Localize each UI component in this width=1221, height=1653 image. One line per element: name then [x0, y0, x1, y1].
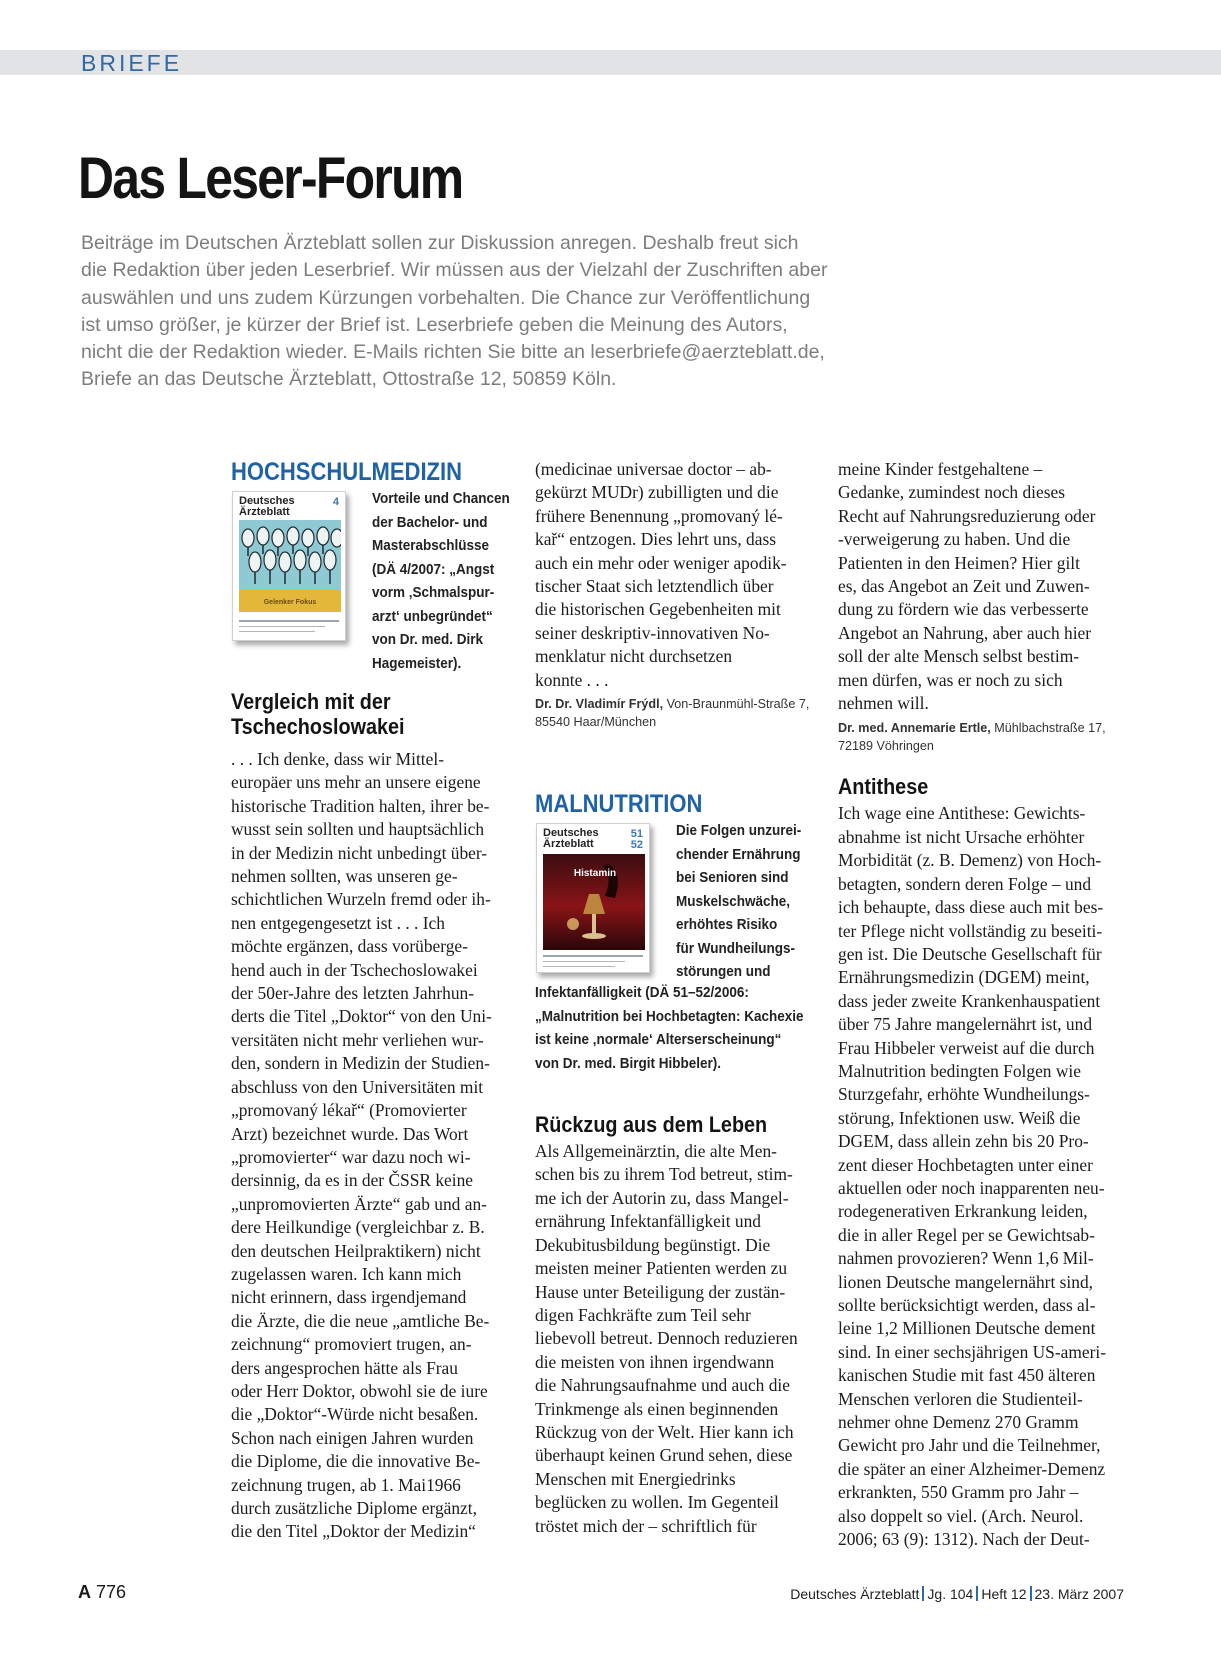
signature [838, 719, 1138, 755]
body-line: „promovaný lékař“ (Promovierter [231, 1100, 467, 1121]
signature-line [838, 719, 1138, 737]
body-line: „promovierter“ war dazu noch wi- [231, 1146, 471, 1167]
cover-artwork [239, 520, 341, 612]
body-line: „unpromovierten Ärzte“ gab und an- [231, 1193, 487, 1214]
body-line: historische Tradition halten, ihrer be- [231, 795, 490, 816]
page-number-value: 776 [96, 1582, 127, 1602]
body-line: ich behaupte, dass diese auch mit bes- [838, 897, 1104, 918]
body-line: versitäten nicht mehr verliehen wur- [231, 1029, 484, 1050]
body-line: Patienten in den Heimen? Hier gilt [838, 552, 1080, 573]
body-line: soll der alte Mensch selbst bestim- [838, 646, 1080, 667]
body-line: Sturzgefahr, erhöhte Wundheilungs- [838, 1084, 1090, 1105]
body-line: Morbidität (z. B. Demenz) von Hoch- [838, 850, 1102, 871]
body-line: tröstet mich der – schriftlich für [535, 1515, 757, 1536]
letter-continued [838, 458, 1138, 715]
body-line: den, sondern in Medizin der Studien- [231, 1053, 490, 1074]
teaser-block [231, 486, 516, 686]
body-line: -verweigerung zu haben. Und die [838, 529, 1071, 550]
teaser-line: bei Senioren sind [676, 869, 789, 887]
section-label: BRIEFE [81, 50, 183, 76]
body-line: zugelassen waren. Ich kann mich [231, 1263, 462, 1284]
body-line: gen ist. Die Deutsche Gesellschaft für [838, 943, 1102, 964]
teaser-text [372, 487, 525, 675]
body-line: abschluss von den Universitäten mit [231, 1076, 484, 1097]
teaser-line: (DÄ 4/2007: „Angst [372, 560, 495, 578]
body-line: Trinkmenge als einen beginnenden [535, 1398, 779, 1419]
body-line: meisten meiner Patienten werden zu [535, 1258, 788, 1279]
body-line: Menschen mit Energiedrinks [535, 1468, 736, 1489]
body-line: abnahme ist nicht Ursache erhöhter [838, 826, 1085, 847]
cover-divider [239, 620, 339, 622]
body-line: digen Fachkräfte zum Teil sehr [535, 1304, 751, 1325]
body-line: auch ein mehr oder weniger apodik- [535, 552, 787, 573]
divider [922, 1586, 924, 1601]
body-line: ernährung Infektanfälligkeit und [535, 1211, 761, 1232]
body-line: tischer Staat sich letztendlich über [535, 576, 774, 597]
body-line: zent dieser Hochbetagten unter einer [838, 1154, 1093, 1175]
body-line: liebevoll betreut. Dennoch reduzieren [535, 1328, 798, 1349]
teaser-line: chender Ernährung [676, 845, 801, 863]
cover-masthead: Deutsches Ärzteblatt [239, 495, 295, 518]
letter-body [231, 748, 516, 1544]
body-line: in der Medizin nicht unbedingt über- [231, 842, 488, 863]
body-line: seiner deskriptiv-innovativen No- [535, 622, 770, 643]
body-line: ter Pflege nicht vollständig zu beseiti- [838, 920, 1103, 941]
body-line: zeichnung“ promoviert trugen, an- [231, 1334, 472, 1355]
intro-line: ist umso größer, je kürzer der Brief ist. Leserbriefe geben die Meinung des Autors, [81, 313, 788, 336]
divider [1030, 1586, 1032, 1601]
body-line: Malnutrition bedingten Folgen wie [838, 1060, 1081, 1081]
body-line: über 75 Jahre mangelernährt ist, und [838, 1014, 1093, 1035]
letter-headline [231, 689, 516, 739]
cover-caption: Histamin [573, 868, 617, 880]
body-line: schichtlichen Wurzeln fremd oder ih- [231, 889, 491, 910]
teaser-line: Masterabschlüsse [372, 537, 490, 554]
body-line: konnte . . . [535, 669, 609, 690]
body-line: nahmen provozieren? Wenn 1,6 Mil- [838, 1248, 1094, 1269]
teaser-line: arzt‘ unbegründet“ [372, 607, 493, 625]
teaser-line: störungen und [676, 963, 771, 981]
signature-address: Mühlbachstraße 17, [990, 721, 1106, 736]
body-line: ders angesprochen hätte als Frau [231, 1357, 458, 1378]
issue: Heft 12 [981, 1586, 1027, 1602]
section-band [0, 50, 1221, 75]
body-line: europäer uns mehr an unsere eigene [231, 772, 481, 793]
rubric-hochschulmedizin: HOCHSCHULMEDIZIN [231, 458, 462, 486]
body-line: schen bis zu ihrem Tod betreut, stim- [535, 1164, 793, 1185]
teaser-line: „Malnutrition bei Hochbetagten: Kachexie [535, 1007, 804, 1025]
teaser-line: Hagemeister). [372, 654, 462, 672]
body-line: frühere Benennung „promovaný lé- [535, 505, 783, 526]
cover-caption: Gelenker Fokus [263, 599, 317, 606]
column-1 [231, 458, 516, 1544]
headline-line: Tschechoslowakei [231, 714, 405, 739]
publication-date: 23. März 2007 [1034, 1586, 1124, 1602]
body-line: leine 1,2 Millionen Deutsche dement [838, 1318, 1096, 1339]
body-line: Rückzug von der Welt. Hier kann ich [535, 1421, 794, 1442]
cover-divider [543, 966, 615, 967]
body-line: dere Heilkundige (vergleichbar z. B. [231, 1217, 485, 1238]
cover-divider [239, 631, 315, 632]
body-line: dass jeder zweite Krankenhauspatient [838, 990, 1101, 1011]
body-line: die später an einer Alzheimer-Demenz [838, 1458, 1106, 1479]
body-line: (medicinae universae doctor – ab- [535, 459, 772, 479]
body-line: men dürfen, was er noch zu sich [838, 669, 1063, 690]
body-line: beglücken zu wollen. Im Gegenteil [535, 1492, 779, 1513]
body-line: die in aller Regel per se Gewichtsab- [838, 1224, 1095, 1245]
body-line: Gedanke, zumindest noch dieses [838, 482, 1065, 503]
teaser-line: erhöhtes Risiko [676, 916, 778, 934]
signature-address: 72189 Vöhringen [838, 739, 934, 754]
body-line: die historischen Gegebenheiten mit [535, 599, 781, 620]
body-line: aktuellen oder noch inapparenten neu- [838, 1177, 1105, 1198]
body-line: Menschen verloren die Studienteil- [838, 1388, 1083, 1409]
body-line: rodegenerativen Erkrankung leiden, [838, 1201, 1088, 1222]
body-line: Als Allgemeinärztin, die alte Men- [535, 1141, 777, 1162]
publication-info [790, 1586, 1124, 1602]
body-line: derts die Titel „Doktor“ von den Uni- [231, 1006, 492, 1027]
body-line: die meisten von ihnen irgendwann [535, 1351, 775, 1372]
body-line: kanischen Studie mit fast 450 älteren [838, 1365, 1096, 1386]
body-line: Hause unter Beteiligung der zustän- [535, 1281, 786, 1302]
body-line: also doppelt so viel. (Arch. Neurol. [838, 1505, 1084, 1526]
teaser-line: ist keine ‚normale‘ Alterserscheinung“ [535, 1031, 782, 1049]
page-prefix: A [78, 1582, 91, 1602]
column-2 [535, 458, 825, 1538]
teaser-line: der Bachelor- und [372, 513, 488, 531]
letter-body [535, 1140, 825, 1538]
letter-body [838, 802, 1138, 1551]
body-line: me ich der Autorin zu, dass Mangel- [535, 1187, 789, 1208]
headline-line: Vergleich mit der [231, 689, 391, 714]
volume: Jg. 104 [927, 1586, 974, 1602]
intro-text [81, 230, 981, 394]
signature-name: Dr. Dr. Vladimír Frýdl, [535, 697, 664, 712]
body-line: es, das Angebot an Zeit und Zuwen- [838, 576, 1090, 597]
body-line: wusst sein sollten und hauptsächlich [231, 819, 485, 840]
letter-continued [535, 458, 825, 692]
body-line: die Nahrungsaufnahme und auch die [535, 1375, 790, 1396]
journal-name: Deutsches Ärzteblatt [790, 1586, 920, 1602]
body-line: sind. In einer sechsjährigen US-ameri- [838, 1341, 1107, 1362]
body-line: Schon nach einigen Jahren wurden [231, 1427, 474, 1448]
cover-divider [239, 626, 325, 627]
body-line: Gewicht pro Jahr und die Teilnehmer, [838, 1435, 1101, 1456]
teaser-line: Vorteile und Chancen [372, 490, 510, 507]
rubric-malnutrition: MALNUTRITION [535, 790, 703, 819]
body-line: meine Kinder festgehaltene – [838, 459, 1043, 479]
letter-headline: Antithese [838, 774, 929, 800]
body-line: erkrankten, 550 Gramm pro Jahr – [838, 1482, 1079, 1503]
page-number [78, 1582, 126, 1603]
body-line: den deutschen Heilpraktikern) nicht [231, 1240, 481, 1261]
body-line: hend auch in der Tschechoslowakei [231, 959, 478, 980]
body-line: dersinnig, da es in der ČSSR keine [231, 1170, 473, 1191]
body-line: lionen Deutsche mangelernährt sind, [838, 1271, 1093, 1292]
body-line: überhaupt keinen Grund sehen, diese [535, 1445, 793, 1466]
letter-headline: Rückzug aus dem Leben [535, 1112, 768, 1138]
body-line: Ernährungsmedizin (DGEM) meint, [838, 967, 1090, 988]
body-line: störung, Infektionen usw. Weiß die [838, 1107, 1081, 1128]
body-line: die Diplome, die die innovative Be- [231, 1451, 481, 1472]
signature-line [535, 695, 825, 713]
cover-artwork [543, 854, 645, 950]
body-line: zeichnung trugen, ab 1. Mai1966 [231, 1474, 461, 1495]
teaser-line: von Dr. med. Birgit Hibbeler). [535, 1054, 722, 1072]
body-line: dung zu fördern wie das verbesserte [838, 599, 1089, 620]
signature-name: Dr. med. Annemarie Ertle, [838, 721, 991, 736]
cover-divider [543, 961, 625, 962]
cover-divider [543, 955, 643, 957]
body-line: 2006; 63 (9): 1312). Nach der Deut- [838, 1529, 1090, 1550]
intro-line: nicht die der Redaktion wieder. E-Mails richten Sie bitte an leserbriefe@aerzteblatt.de, [81, 341, 825, 364]
body-line: . . . Ich denke, dass wir Mittel- [231, 749, 444, 769]
signature-address: 85540 Haar/München [535, 715, 657, 730]
body-line: kař“ entzogen. Dies lehrt uns, dass [535, 529, 776, 550]
body-line: nen entgegengesetzt ist . . . Ich [231, 912, 445, 933]
cover-issue-number: 4 [332, 496, 339, 508]
magazine-cover-image [536, 823, 650, 973]
body-line: die Ärzte, die die neue „amtliche Be- [231, 1310, 490, 1331]
signature-address: Von-Braunmühl-Straße 7, [663, 697, 810, 712]
body-line: betagten, sondern deren Folge – und [838, 873, 1092, 894]
teaser-text-continued [535, 981, 825, 1075]
magazine-cover-image [232, 491, 346, 641]
body-line: nehmen will. [838, 693, 929, 714]
page-title: Das Leser-Forum [78, 146, 463, 211]
body-line: möchte ergänzen, dass vorüberge- [231, 936, 468, 957]
teaser-line: von Dr. med. Dirk [372, 631, 484, 648]
teaser-line: Muskelschwäche, [676, 892, 791, 910]
body-line: nehmer ohne Demenz 270 Gramm [838, 1412, 1079, 1433]
teaser-text [676, 819, 815, 984]
teaser-line: Die Folgen unzurei- [676, 822, 802, 840]
column-3 [838, 458, 1138, 1551]
body-line: Angebot an Nahrung, aber auch hier [838, 622, 1092, 643]
cover-issue-number: 51 52 [630, 828, 643, 852]
body-line: Ich wage eine Antithese: Gewichts- [838, 803, 1086, 824]
body-line: die den Titel „Doktor der Medizin“ [231, 1521, 476, 1542]
signature [535, 695, 825, 731]
intro-line: die Redaktion über jeden Leserbrief. Wir müssen aus der Vielzahl der Zuschriften aber [81, 259, 828, 282]
body-line: nehmen sollten, was unseren ge- [231, 866, 458, 887]
body-line: Frau Hibbeler verweist auf die durch [838, 1037, 1095, 1058]
body-line: sollte berücksichtigt werden, dass al- [838, 1295, 1096, 1315]
divider [976, 1586, 978, 1601]
body-line: die „Doktor“-Würde nicht besaßen. [231, 1404, 479, 1425]
body-line: DGEM, dass allein zehn bis 20 Pro- [838, 1131, 1089, 1152]
body-line: Arzt) bezeichnet wurde. Das Wort [231, 1123, 469, 1144]
cover-masthead: Deutsches Ärzteblatt [543, 827, 599, 851]
body-line: Dekubitusbildung begünstigt. Die [535, 1234, 771, 1255]
intro-line: Briefe an das Deutsche Ärzteblatt, Ottostraße 12, 50859 Köln. [81, 368, 617, 391]
teaser-line: vorm ‚Schmalspur- [372, 584, 495, 601]
body-line: oder Herr Doktor, obwohl sie de iure [231, 1380, 488, 1401]
intro-line: Beiträge im Deutschen Ärzteblatt sollen zur Diskussion anregen. Deshalb freut sich [81, 232, 799, 254]
body-line: menklatur nicht durchsetzen [535, 646, 733, 667]
body-line: nicht erinnern, dass irgendjemand [231, 1287, 467, 1308]
body-line: durch zusätzliche Diplome ergänzt, [231, 1498, 477, 1518]
teaser-line: Infektanfälligkeit (DÄ 51–52/2006: [535, 984, 749, 1002]
intro-line: auswählen und uns zudem Kürzungen vorbehalten. Die Chance zur Veröffentlichung [81, 286, 811, 309]
body-line: gekürzt MUDr) zubilligten und die [535, 482, 779, 503]
body-line: Recht auf Nahrungsreduzierung oder [838, 505, 1096, 526]
teaser-line: für Wundheilungs- [676, 939, 795, 957]
body-line: der 50er-Jahre des letzten Jahrhun- [231, 983, 475, 1004]
teaser-block [535, 818, 825, 983]
